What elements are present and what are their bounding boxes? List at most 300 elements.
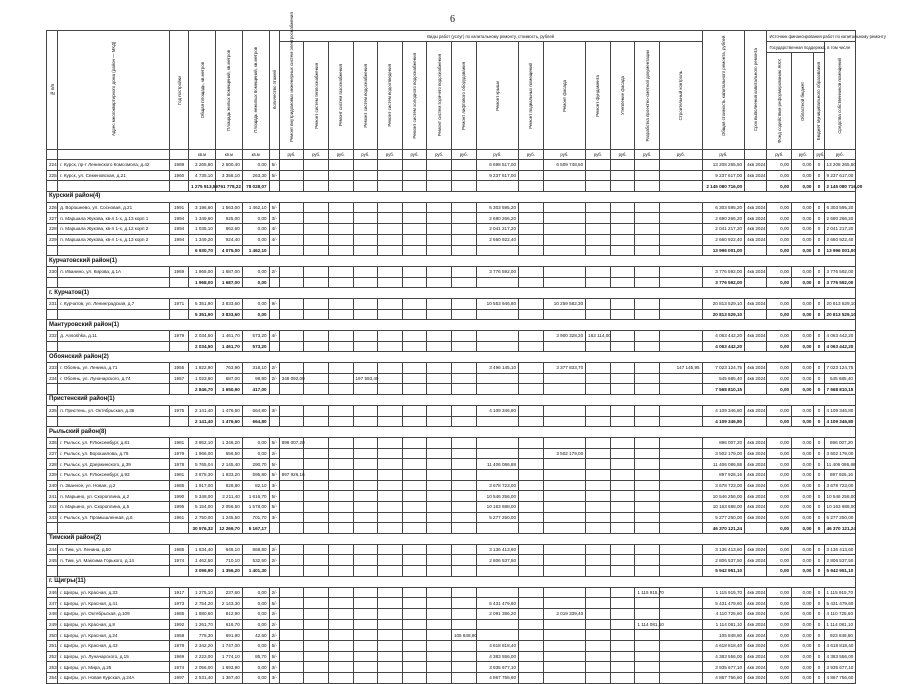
row-work-control bbox=[659, 619, 702, 630]
row-total-area: 2 846,70 bbox=[189, 384, 216, 395]
unit-cell: руб. bbox=[814, 150, 824, 160]
row-number: 244 bbox=[47, 544, 58, 555]
row-total-area: 2 750,00 bbox=[189, 512, 216, 523]
row-stories: 2/- bbox=[269, 630, 279, 641]
row-number: 242 bbox=[47, 502, 58, 513]
row-work-lift bbox=[451, 437, 476, 448]
row-work-lift bbox=[451, 224, 476, 235]
row-nonliving-area: 1 462,10 bbox=[242, 202, 269, 213]
row-work-psd bbox=[635, 309, 660, 320]
row-work-insul bbox=[610, 555, 635, 566]
row-work-hot bbox=[427, 245, 452, 256]
row-work-base bbox=[519, 181, 544, 192]
row-work-sewer bbox=[378, 224, 403, 235]
row-work-control bbox=[659, 405, 702, 416]
table-row bbox=[47, 502, 856, 513]
row-work-cold bbox=[402, 523, 427, 534]
row-work-roof bbox=[476, 587, 519, 598]
row-work-facade bbox=[543, 341, 586, 352]
row-work-roof bbox=[476, 566, 519, 577]
row-nonliving-area: 0,00 bbox=[242, 598, 269, 609]
row-work-cold bbox=[402, 469, 427, 480]
row-work-el bbox=[279, 480, 304, 491]
row-regional: 0,00 bbox=[792, 651, 814, 662]
row-work-el bbox=[279, 512, 304, 523]
row-number: 226 bbox=[47, 202, 58, 213]
row-work-insul bbox=[610, 373, 635, 384]
row-work-gas bbox=[328, 491, 353, 502]
unit-cell: кв.м bbox=[242, 150, 269, 160]
row-municipal: 0 bbox=[814, 309, 824, 320]
stories-header bbox=[269, 31, 279, 150]
row-regional: 0,00 bbox=[792, 170, 814, 181]
row-work-base bbox=[519, 555, 544, 566]
row-number: 234 bbox=[47, 373, 58, 384]
row-work-foundation bbox=[586, 587, 611, 598]
row-owners: 3 776 592,00 bbox=[824, 277, 855, 288]
row-number bbox=[47, 341, 58, 352]
row-work-gas bbox=[328, 298, 353, 309]
unit-cell: кв.м bbox=[189, 150, 216, 160]
row-work-gas bbox=[328, 373, 353, 384]
row-regional: 0,00 bbox=[792, 598, 814, 609]
row-work-base bbox=[519, 587, 544, 598]
row-total-area: 3 265,80 bbox=[189, 160, 216, 171]
row-work-gas bbox=[328, 587, 353, 598]
row-work-base bbox=[519, 662, 544, 673]
row-stories: 5/- bbox=[269, 170, 279, 181]
row-living-area: 925,00 bbox=[215, 213, 242, 224]
row-work-facade bbox=[543, 502, 586, 513]
row-work-wat bbox=[353, 459, 378, 470]
row-regional: 0,00 bbox=[792, 277, 814, 288]
row-work-cold bbox=[402, 384, 427, 395]
row-work-roof: 4 383 556,00 bbox=[476, 651, 519, 662]
row-work-gas bbox=[328, 598, 353, 609]
row-work-facade bbox=[543, 598, 586, 609]
row-living-area: 924,40 bbox=[215, 234, 242, 245]
row-municipal: 0 bbox=[814, 277, 824, 288]
row-work-wat bbox=[353, 277, 378, 288]
row-total-cost: 545 685,40 bbox=[702, 373, 745, 384]
row-work-heat bbox=[304, 640, 329, 651]
row-work-facade bbox=[543, 213, 586, 224]
row-work-gas bbox=[328, 160, 353, 171]
row-work-hot bbox=[427, 459, 452, 470]
row-total-cost: 5 431 479,60 bbox=[702, 598, 745, 609]
row-term: 4кв 2024 bbox=[745, 512, 767, 523]
row-year: 1955 bbox=[170, 363, 189, 374]
row-work-psd: 1 115 915,70 bbox=[635, 587, 660, 598]
row-fund: 0,00 bbox=[767, 363, 792, 374]
row-owners: 2 690 266,20 bbox=[824, 213, 855, 224]
row-regional: 0,00 bbox=[792, 245, 814, 256]
row-work-facade bbox=[543, 630, 586, 641]
row-owners: 13 208 265,50 bbox=[824, 160, 855, 171]
row-fund: 0,00 bbox=[767, 491, 792, 502]
row-year: 1974 bbox=[170, 555, 189, 566]
row-living-area: 1 356,20 bbox=[215, 566, 242, 577]
row-regional: 0,00 bbox=[792, 384, 814, 395]
row-work-roof: 4 867 756,60 bbox=[476, 673, 519, 684]
row-year bbox=[170, 566, 189, 577]
row-work-sewer bbox=[378, 502, 403, 513]
row-municipal: 0 bbox=[814, 181, 824, 192]
row-work-wat bbox=[353, 587, 378, 598]
row-owners: 1 114 081,10 bbox=[824, 619, 855, 630]
row-work-lift bbox=[451, 512, 476, 523]
row-regional: 0,00 bbox=[792, 619, 814, 630]
row-address: г. Рыльск, ул. Промышленная, д.6 bbox=[58, 512, 170, 523]
row-work-lift bbox=[451, 309, 476, 320]
row-municipal: 0 bbox=[814, 202, 824, 213]
row-work-foundation bbox=[586, 662, 611, 673]
row-total-area: 3 196,60 bbox=[189, 202, 216, 213]
row-work-control bbox=[659, 544, 702, 555]
row-nonliving-area: 868,80 bbox=[242, 544, 269, 555]
row-term: 4кв 2024 bbox=[745, 331, 767, 342]
row-total-area: 1 968,00 bbox=[189, 277, 216, 288]
row-work-lift bbox=[451, 619, 476, 630]
row-work-facade: 3 900 328,20 bbox=[543, 331, 586, 342]
row-work-cold bbox=[402, 266, 427, 277]
row-work-psd bbox=[635, 266, 660, 277]
row-nonliving-area: 85,70 bbox=[242, 651, 269, 662]
row-year bbox=[170, 341, 189, 352]
row-work-control bbox=[659, 598, 702, 609]
row-number: 241 bbox=[47, 491, 58, 502]
row-work-base bbox=[519, 384, 544, 395]
row-stories: 2/- bbox=[269, 448, 279, 459]
row-total-cost: 3 935 677,10 bbox=[702, 662, 745, 673]
row-work-foundation bbox=[586, 298, 611, 309]
row-work-facade: 2 019 339,40 bbox=[543, 608, 586, 619]
unit-cell: кв.м bbox=[215, 150, 242, 160]
total-row bbox=[47, 384, 856, 395]
row-owners: 7 568 810,15 bbox=[824, 384, 855, 395]
row-number: 243 bbox=[47, 512, 58, 523]
row-work-el bbox=[279, 459, 304, 470]
row-nonliving-area: 0,00 bbox=[242, 266, 269, 277]
row-work-roof: 2 660 922,40 bbox=[476, 234, 519, 245]
row-work-foundation bbox=[586, 181, 611, 192]
row-fund: 0,00 bbox=[767, 384, 792, 395]
row-work-heat bbox=[304, 555, 329, 566]
row-total-area: 1 275,10 bbox=[189, 587, 216, 598]
row-total-area: 2 342,20 bbox=[189, 640, 216, 651]
row-work-base bbox=[519, 566, 544, 577]
row-work-base bbox=[519, 245, 544, 256]
row-work-foundation bbox=[586, 213, 611, 224]
row-work-sewer bbox=[378, 619, 403, 630]
row-living-area: 1 687,00 bbox=[215, 277, 242, 288]
row-work-lift bbox=[451, 608, 476, 619]
row-work-lift bbox=[451, 384, 476, 395]
row-work-gas bbox=[328, 555, 353, 566]
row-work-base bbox=[519, 277, 544, 288]
row-work-facade bbox=[543, 170, 586, 181]
row-term: 4кв 2024 bbox=[745, 459, 767, 470]
row-work-heat bbox=[304, 331, 329, 342]
row-total-cost: 4 109 346,80 bbox=[702, 405, 745, 416]
row-work-lift bbox=[451, 555, 476, 566]
row-work-sewer bbox=[378, 416, 403, 427]
table-row bbox=[47, 673, 856, 684]
row-address: г. Курск, пр-т Ленинского Комсомола, д.42 bbox=[58, 160, 170, 171]
row-work-psd bbox=[635, 673, 660, 684]
row-work-insul bbox=[610, 309, 635, 320]
row-work-el bbox=[279, 587, 304, 598]
row-work-roof: 3 678 723,00 bbox=[476, 480, 519, 491]
row-stories bbox=[269, 245, 279, 256]
unit-cell: руб. bbox=[659, 150, 702, 160]
row-work-cold bbox=[402, 309, 427, 320]
row-total-area: 1 023,80 bbox=[189, 373, 216, 384]
row-work-foundation bbox=[586, 630, 611, 641]
num-header-text: № п/п bbox=[49, 83, 55, 97]
row-number: 236 bbox=[47, 437, 58, 448]
row-work-heat bbox=[304, 469, 329, 480]
work-col-12-header-text: Утепление фасада bbox=[620, 76, 626, 115]
row-total-cost: 46 370 121,24 bbox=[702, 523, 745, 534]
row-fund: 0,00 bbox=[767, 331, 792, 342]
row-work-facade bbox=[543, 384, 586, 395]
row-work-heat bbox=[304, 341, 329, 352]
row-municipal: 0 bbox=[814, 587, 824, 598]
row-number bbox=[47, 245, 58, 256]
row-total-area: 3 878,30 bbox=[189, 469, 216, 480]
row-term: 4кв 2024 bbox=[745, 555, 767, 566]
row-work-heat bbox=[304, 662, 329, 673]
row-term: 4кв 2024 bbox=[745, 298, 767, 309]
row-work-gas bbox=[328, 608, 353, 619]
work-col-14-header-text: Строительный контроль bbox=[678, 70, 684, 121]
row-work-wat bbox=[353, 309, 378, 320]
row-term: 4кв 2024 bbox=[745, 502, 767, 513]
row-total-area: 5 348,00 bbox=[189, 491, 216, 502]
row-work-gas bbox=[328, 181, 353, 192]
row-work-roof: 5 277 250,00 bbox=[476, 512, 519, 523]
row-total-cost: 3 776 592,00 bbox=[702, 277, 745, 288]
row-work-insul bbox=[610, 202, 635, 213]
row-work-el bbox=[279, 566, 304, 577]
row-work-facade bbox=[543, 555, 586, 566]
total-row bbox=[47, 416, 856, 427]
row-work-foundation bbox=[586, 608, 611, 619]
row-total-cost: 3 136 413,60 bbox=[702, 544, 745, 555]
row-work-foundation bbox=[586, 598, 611, 609]
row-work-roof bbox=[476, 469, 519, 480]
work-col-0-header-text: Ремонт внутридомовых инженерных систем электроснабжения bbox=[288, 11, 294, 142]
row-work-base bbox=[519, 459, 544, 470]
row-work-gas bbox=[328, 309, 353, 320]
living-area-header bbox=[215, 31, 242, 150]
row-work-el bbox=[279, 363, 304, 374]
row-work-wat bbox=[353, 448, 378, 459]
work-col-9-header-text: Ремонт подвальных помещений bbox=[528, 62, 534, 129]
row-term: 4кв 2024 bbox=[745, 405, 767, 416]
row-stories bbox=[269, 309, 279, 320]
row-work-psd bbox=[635, 224, 660, 235]
row-term: 4кв 2024 bbox=[745, 619, 767, 630]
row-total-area: 1 966,00 bbox=[189, 448, 216, 459]
row-work-lift bbox=[451, 459, 476, 470]
row-work-psd bbox=[635, 341, 660, 352]
row-total-area: 3 862,10 bbox=[189, 437, 216, 448]
row-total-cost: 1 114 081,10 bbox=[702, 619, 745, 630]
row-owners: 46 370 121,24 bbox=[824, 523, 855, 534]
work-col-14-header bbox=[659, 42, 702, 150]
row-regional: 0,00 bbox=[792, 673, 814, 684]
table-row bbox=[47, 224, 856, 235]
row-fund: 0,00 bbox=[767, 480, 792, 491]
row-work-facade bbox=[543, 234, 586, 245]
row-work-roof: 10 553 946,80 bbox=[476, 298, 519, 309]
row-fund: 0,00 bbox=[767, 224, 792, 235]
row-nonliving-area: 318,10 bbox=[242, 363, 269, 374]
row-municipal: 0 bbox=[814, 608, 824, 619]
row-work-heat bbox=[304, 651, 329, 662]
row-work-sewer bbox=[378, 448, 403, 459]
total-row bbox=[47, 181, 856, 192]
row-year: 1994 bbox=[170, 213, 189, 224]
row-regional: 0,00 bbox=[792, 544, 814, 555]
row-regional: 0,00 bbox=[792, 566, 814, 577]
row-year: 1995 bbox=[170, 502, 189, 513]
row-regional: 0,00 bbox=[792, 160, 814, 171]
row-address: г. Щигры, ул. Луначарского, д.15 bbox=[58, 651, 170, 662]
row-fund: 0,00 bbox=[767, 587, 792, 598]
row-term: 4кв 2024 bbox=[745, 448, 767, 459]
row-work-facade bbox=[543, 202, 586, 213]
row-work-wat bbox=[353, 469, 378, 480]
work-col-6-header-text: Ремонт систем горячего водоснабжения bbox=[436, 54, 442, 137]
row-owners: 4 063 442,20 bbox=[824, 331, 855, 342]
row-address bbox=[58, 566, 170, 577]
row-municipal: 0 bbox=[814, 662, 824, 673]
row-nonliving-area: 0,00 bbox=[242, 277, 269, 288]
row-nonliving-area: 0,00 bbox=[242, 608, 269, 619]
row-address bbox=[58, 384, 170, 395]
row-work-insul bbox=[610, 608, 635, 619]
row-stories bbox=[269, 384, 279, 395]
row-living-area: 1 461,70 bbox=[215, 331, 242, 342]
row-total-area: 2 531,40 bbox=[189, 673, 216, 684]
row-number: 230 bbox=[47, 266, 58, 277]
row-work-foundation bbox=[586, 566, 611, 577]
row-work-lift bbox=[451, 640, 476, 651]
work-col-8-header bbox=[476, 42, 519, 150]
row-number bbox=[47, 309, 58, 320]
row-nonliving-area: 78 028,07 bbox=[242, 181, 269, 192]
row-nonliving-area: 1 401,30 bbox=[242, 566, 269, 577]
row-address: г. Щигры, ул. Красная, д.24 bbox=[58, 630, 170, 641]
row-work-hot bbox=[427, 384, 452, 395]
row-work-facade bbox=[543, 587, 586, 598]
row-work-hot bbox=[427, 341, 452, 352]
row-work-el bbox=[279, 640, 304, 651]
row-work-sewer bbox=[378, 640, 403, 651]
row-year bbox=[170, 309, 189, 320]
row-nonliving-area: 573,20 bbox=[242, 331, 269, 342]
row-year: 1969 bbox=[170, 651, 189, 662]
row-living-area: 4 075,00 bbox=[215, 245, 242, 256]
row-total-area: 5 351,90 bbox=[189, 309, 216, 320]
row-work-heat bbox=[304, 491, 329, 502]
row-nonliving-area: 290,70 bbox=[242, 459, 269, 470]
row-living-area: 1 346,20 bbox=[215, 437, 242, 448]
row-fund: 0,00 bbox=[767, 566, 792, 577]
table-row bbox=[47, 598, 856, 609]
fund-header bbox=[767, 53, 792, 150]
row-work-sewer bbox=[378, 341, 403, 352]
row-work-cold bbox=[402, 630, 427, 641]
row-work-wat bbox=[353, 416, 378, 427]
row-work-sewer bbox=[378, 170, 403, 181]
row-work-foundation bbox=[586, 160, 611, 171]
total-row bbox=[47, 277, 856, 288]
row-number: 229 bbox=[47, 234, 58, 245]
row-work-foundation bbox=[586, 502, 611, 513]
row-work-base bbox=[519, 673, 544, 684]
row-work-sewer bbox=[378, 245, 403, 256]
row-municipal: 0 bbox=[814, 170, 824, 181]
row-work-foundation bbox=[586, 437, 611, 448]
row-work-insul bbox=[610, 245, 635, 256]
row-number bbox=[47, 523, 58, 534]
row-work-insul bbox=[610, 298, 635, 309]
row-term: 4кв 2024 bbox=[745, 544, 767, 555]
row-work-insul bbox=[610, 544, 635, 555]
row-year: 1978 bbox=[170, 640, 189, 651]
table-row bbox=[47, 373, 856, 384]
row-work-insul bbox=[610, 640, 635, 651]
row-work-roof: 3 776 592,00 bbox=[476, 266, 519, 277]
row-number: 239 bbox=[47, 469, 58, 480]
row-living-area: 710,10 bbox=[215, 555, 242, 566]
row-regional: 0,00 bbox=[792, 363, 814, 374]
row-fund: 0,00 bbox=[767, 598, 792, 609]
row-work-gas bbox=[328, 523, 353, 534]
row-municipal: 0 bbox=[814, 491, 824, 502]
row-fund: 0,00 bbox=[767, 170, 792, 181]
row-work-base bbox=[519, 491, 544, 502]
row-work-psd bbox=[635, 448, 660, 459]
row-work-sewer bbox=[378, 213, 403, 224]
row-work-insul bbox=[610, 363, 635, 374]
row-year: 1960 bbox=[170, 170, 189, 181]
row-work-control bbox=[659, 608, 702, 619]
row-work-psd bbox=[635, 480, 660, 491]
section-row bbox=[47, 352, 856, 363]
row-number: 252 bbox=[47, 651, 58, 662]
row-work-base bbox=[519, 202, 544, 213]
work-col-3-header bbox=[353, 42, 378, 150]
row-fund: 0,00 bbox=[767, 341, 792, 352]
table-row bbox=[47, 544, 856, 555]
row-work-foundation bbox=[586, 202, 611, 213]
row-total-area: 30 576,32 bbox=[189, 523, 216, 534]
unit-cell: руб. bbox=[451, 150, 476, 160]
row-work-roof: 2 091 386,20 bbox=[476, 608, 519, 619]
row-work-gas bbox=[328, 448, 353, 459]
table-row bbox=[47, 491, 856, 502]
row-work-el bbox=[279, 245, 304, 256]
table-row bbox=[47, 234, 856, 245]
row-work-cold bbox=[402, 512, 427, 523]
row-regional: 0,00 bbox=[792, 181, 814, 192]
row-work-el bbox=[279, 309, 304, 320]
